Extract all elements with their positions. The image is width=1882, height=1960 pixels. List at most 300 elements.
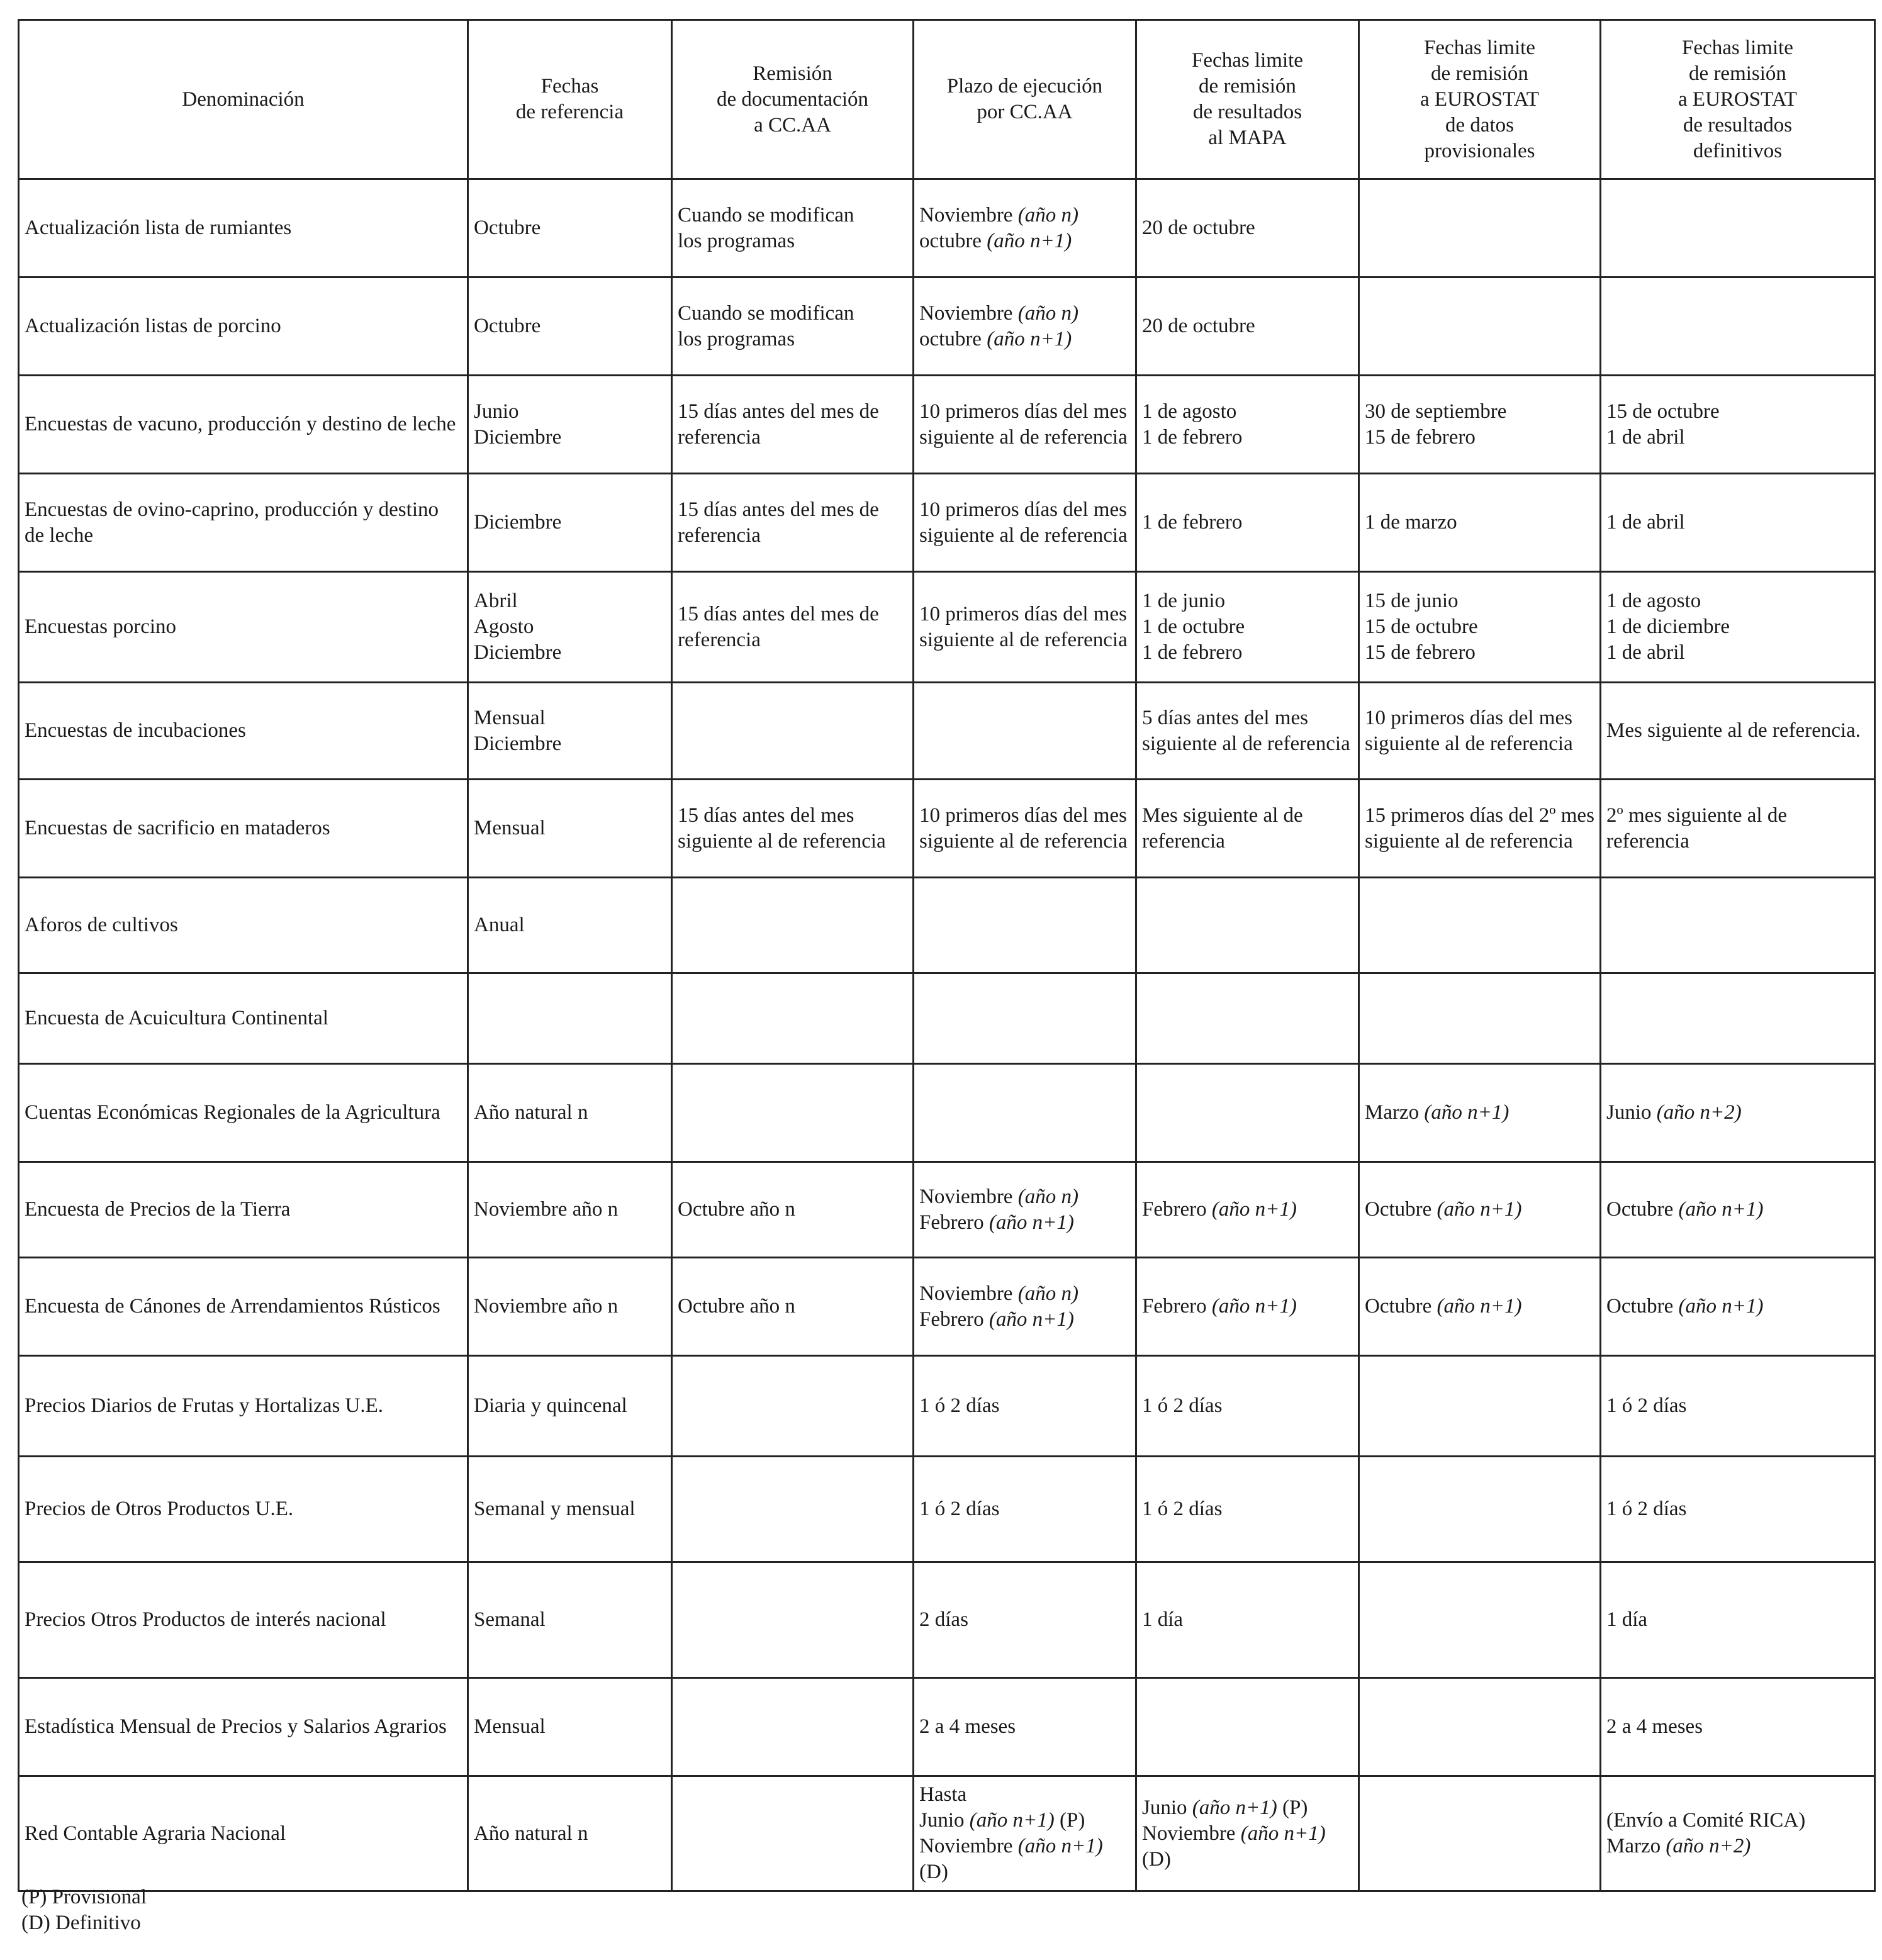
- table-cell: [468, 973, 672, 1064]
- table-cell: [1359, 1162, 1601, 1258]
- cell-italic-text: (año n+1): [987, 229, 1072, 252]
- table-cell: [1359, 1258, 1601, 1356]
- table-cell: [914, 376, 1136, 474]
- cell-text: 1 de agosto: [1606, 590, 1701, 612]
- cell-line: [919, 602, 1130, 653]
- cell-line: [1142, 425, 1353, 451]
- cell-line: [678, 1294, 907, 1319]
- cell-line: [678, 228, 907, 254]
- table-cell: [914, 1162, 1136, 1258]
- cell-line: [25, 1197, 462, 1223]
- cell-text: (D): [1142, 1847, 1171, 1871]
- cell-line: [1142, 614, 1353, 640]
- table-cell: [672, 1162, 914, 1258]
- cell-line: [919, 301, 1130, 327]
- cell-text: Encuesta de Cánones de Arrendamientos Rústicos: [25, 1295, 440, 1318]
- cell-line: [1606, 1496, 1869, 1522]
- table-cell: [914, 572, 1136, 683]
- table-cell: [19, 376, 468, 474]
- table-cell: [1136, 973, 1359, 1064]
- cell-line: [919, 1834, 1130, 1859]
- cell-text: 15 de febrero: [1365, 425, 1476, 449]
- table-cell: [1136, 376, 1359, 474]
- table-cell: [914, 277, 1136, 376]
- cell-text: Encuestas de ovino-caprino, producción y destino de leche: [25, 498, 439, 547]
- table-cell: [1359, 474, 1601, 572]
- cell-text: Abril: [474, 590, 518, 612]
- table-cell: [672, 780, 914, 878]
- cell-text: Noviembre: [1142, 1822, 1241, 1845]
- cell-text: octubre: [919, 327, 987, 350]
- table-cell: [1136, 1258, 1359, 1356]
- table-cell: [1359, 878, 1601, 973]
- cell-italic-text: (año n): [1017, 1282, 1078, 1305]
- cell-line: [1606, 588, 1869, 614]
- cell-text: 30 de septiembre: [1365, 400, 1507, 423]
- cell-line: [474, 313, 666, 339]
- cell-line: [1142, 1197, 1353, 1223]
- table-cell: [1601, 572, 1875, 683]
- cell-line: [919, 1496, 1130, 1522]
- table-cell: [1136, 572, 1359, 683]
- table-cell: [672, 1678, 914, 1776]
- table-cell: [468, 376, 672, 474]
- table-cell: [1601, 973, 1875, 1064]
- table-cell: [468, 1356, 672, 1457]
- cell-italic-text: (año n+1): [1678, 1295, 1764, 1318]
- cell-text: 15 de junio: [1365, 590, 1459, 612]
- cell-line: [1142, 1294, 1353, 1319]
- table-cell: [1601, 1258, 1875, 1356]
- table-cell: [1359, 1064, 1601, 1162]
- table-row: [19, 973, 1875, 1064]
- table-cell: [914, 780, 1136, 878]
- cell-line: [25, 1393, 462, 1419]
- cell-text: 1 de diciembre: [1606, 615, 1730, 638]
- cell-text: 15 de octubre: [1606, 400, 1720, 423]
- cell-line: [919, 399, 1130, 451]
- cell-text: Encuesta de Acuicultura Continental: [25, 1007, 328, 1029]
- cell-line: [1606, 1100, 1869, 1126]
- table-cell: [914, 878, 1136, 973]
- footnote: (P) Provisional: [21, 1886, 147, 1908]
- table-cell: [914, 1678, 1136, 1776]
- cell-line: [1365, 614, 1594, 640]
- cell-line: [474, 1496, 666, 1522]
- table-cell: [1601, 1457, 1875, 1562]
- header-cell: Fechas limite de remisión a EUROSTAT de resultados definitivos: [1601, 20, 1875, 179]
- table-cell: [1136, 780, 1359, 878]
- cell-line: [919, 1184, 1130, 1210]
- table-cell: [1601, 1162, 1875, 1258]
- cell-text: Octubre año n: [678, 1198, 795, 1221]
- table-cell: [468, 179, 672, 277]
- cell-text: Diaria y quincenal: [474, 1394, 627, 1417]
- table-cell: [1359, 1678, 1601, 1776]
- cell-text: Cuentas Económicas Regionales de la Agricultura: [25, 1101, 440, 1124]
- cell-text: Noviembre: [919, 1835, 1018, 1857]
- cell-line: [919, 1714, 1130, 1740]
- cell-text: 15 días antes del mes de referencia: [678, 602, 879, 651]
- cell-text: los programas: [678, 229, 795, 252]
- cell-line: [1606, 1393, 1869, 1419]
- table-cell: [1136, 474, 1359, 572]
- table-cell: [1136, 1562, 1359, 1678]
- cell-text: 15 de octubre: [1365, 615, 1478, 638]
- cell-line: [1365, 425, 1594, 451]
- table-cell: [672, 179, 914, 277]
- table-row: [19, 780, 1875, 878]
- cell-line: [1142, 510, 1353, 535]
- cell-text: Diciembre: [474, 425, 562, 449]
- table-cell: [468, 1678, 672, 1776]
- cell-line: [1606, 614, 1869, 640]
- table-cell: [914, 1356, 1136, 1457]
- table-cell: [672, 1457, 914, 1562]
- cell-text: Febrero: [1142, 1295, 1212, 1318]
- table-cell: [1359, 1776, 1601, 1891]
- cell-text: 1 de abril: [1606, 511, 1685, 534]
- table-cell: [1359, 683, 1601, 780]
- table-row: [19, 179, 1875, 277]
- table-cell: [1136, 1162, 1359, 1258]
- cell-line: [25, 912, 462, 938]
- cell-text: 1 de junio: [1142, 590, 1225, 612]
- cell-text: Mes siguiente al de referencia.: [1606, 719, 1861, 742]
- cell-text: 2 a 4 meses: [1606, 1715, 1703, 1738]
- table-row: [19, 474, 1875, 572]
- table-cell: [672, 1562, 914, 1678]
- cell-italic-text: (año n+1): [1424, 1101, 1510, 1124]
- table-row: [19, 683, 1875, 780]
- cell-text: Octubre: [1606, 1295, 1679, 1318]
- table-cell: [1601, 1776, 1875, 1891]
- table-cell: [468, 878, 672, 973]
- cell-line: [1365, 588, 1594, 614]
- cell-text: 1 de octubre: [1142, 615, 1245, 638]
- cell-italic-text: (año n+1): [1240, 1822, 1326, 1845]
- cell-line: [1142, 588, 1353, 614]
- cell-text: 1 ó 2 días: [1142, 1498, 1223, 1520]
- cell-line: [1606, 1714, 1869, 1740]
- cell-text: 2º mes siguiente al de referencia: [1606, 804, 1787, 853]
- table-cell: [1601, 376, 1875, 474]
- cell-text: 10 primeros días del mes siguiente al de referencia: [1365, 706, 1573, 755]
- cell-line: [25, 1100, 462, 1126]
- table-cell: [914, 179, 1136, 277]
- cell-text: Febrero: [919, 1308, 989, 1331]
- cell-text: Cuando se modifican: [678, 203, 854, 227]
- table-cell: [1136, 1356, 1359, 1457]
- cell-line: [1606, 718, 1869, 744]
- cell-italic-text: (año n+1): [989, 1308, 1074, 1331]
- cell-text: 1 día: [1142, 1608, 1184, 1631]
- cell-line: [25, 1005, 462, 1031]
- cell-text: 15 días antes del mes de referencia: [678, 498, 879, 547]
- table-cell: [1136, 878, 1359, 973]
- cell-italic-text: (año n): [1017, 1185, 1078, 1208]
- cell-line: [1606, 510, 1869, 535]
- cell-line: [1142, 1496, 1353, 1522]
- table-cell: [672, 376, 914, 474]
- table-cell: [1601, 179, 1875, 277]
- table-row: [19, 1776, 1875, 1891]
- cell-text: (P): [1054, 1809, 1085, 1832]
- table-cell: [672, 1064, 914, 1162]
- cell-text: 20 de octubre: [1142, 216, 1255, 239]
- cell-text: Semanal y mensual: [474, 1498, 636, 1520]
- cell-text: Encuestas de sacrificio en mataderos: [25, 817, 330, 839]
- cell-text: Precios Otros Productos de interés nacional: [25, 1608, 386, 1631]
- cell-text: Noviembre año n: [474, 1198, 619, 1221]
- header-cell: Fechas limite de remisión a EUROSTAT de datos provisionales: [1359, 20, 1601, 179]
- table-cell: [914, 1258, 1136, 1356]
- cell-line: [678, 803, 907, 854]
- cell-line: [678, 301, 907, 327]
- cell-line: [919, 1307, 1130, 1333]
- table-cell: [1136, 683, 1359, 780]
- table-cell: [19, 1258, 468, 1356]
- cell-text: Anual: [474, 914, 525, 936]
- table-cell: [1601, 1678, 1875, 1776]
- cell-text: 10 primeros días del mes siguiente al de referencia: [919, 400, 1128, 449]
- cell-text: Febrero: [1142, 1198, 1212, 1221]
- cell-line: [474, 425, 666, 451]
- cell-line: [474, 1821, 666, 1847]
- cell-text: Noviembre: [919, 301, 1018, 325]
- cell-text: Junio: [474, 400, 519, 423]
- cell-line: [919, 1782, 1130, 1808]
- cell-text: los programas: [678, 327, 795, 350]
- table-row: [19, 1258, 1875, 1356]
- table-row: [19, 878, 1875, 973]
- table-cell: [19, 1457, 468, 1562]
- cell-italic-text: (año n+1): [1437, 1295, 1522, 1318]
- table-row: [19, 376, 1875, 474]
- cell-line: [474, 1197, 666, 1223]
- cell-text: Noviembre: [919, 1185, 1018, 1208]
- cell-line: [25, 497, 462, 549]
- cell-text: Mensual: [474, 817, 546, 839]
- cell-text: Diciembre: [474, 511, 562, 534]
- cell-line: [919, 228, 1130, 254]
- cell-text: Noviembre: [919, 203, 1018, 227]
- table-cell: [468, 474, 672, 572]
- table-cell: [1601, 1064, 1875, 1162]
- table-body: [19, 179, 1875, 1891]
- cell-text: Estadística Mensual de Precios y Salarios Agrarios: [25, 1715, 447, 1738]
- cell-line: [919, 327, 1130, 352]
- header-cell: Denominación: [19, 20, 468, 179]
- cell-line: [1142, 215, 1353, 241]
- cell-text: 10 primeros días del mes siguiente al de referencia: [919, 804, 1128, 853]
- cell-line: [1142, 803, 1353, 854]
- cell-text: Aforos de cultivos: [25, 914, 178, 936]
- table-cell: [468, 1258, 672, 1356]
- table-cell: [19, 1356, 468, 1457]
- cell-text: 15 de febrero: [1365, 641, 1476, 664]
- cell-line: [919, 1808, 1130, 1834]
- cell-text: 1 ó 2 días: [919, 1498, 1000, 1520]
- cell-line: [474, 215, 666, 241]
- cell-text: Encuesta de Precios de la Tierra: [25, 1198, 291, 1221]
- table-cell: [672, 878, 914, 973]
- table-cell: [1359, 1562, 1601, 1678]
- cell-italic-text: (año n+1): [1678, 1198, 1764, 1221]
- cell-text: Octubre: [1365, 1295, 1437, 1318]
- table-cell: [19, 1776, 468, 1891]
- cell-line: [1606, 640, 1869, 666]
- cell-line: [474, 640, 666, 666]
- table-cell: [468, 683, 672, 780]
- cell-text: Cuando se modifican: [678, 301, 854, 325]
- cell-line: [25, 1607, 462, 1633]
- table-row: [19, 1457, 1875, 1562]
- cell-line: [919, 1607, 1130, 1633]
- cell-italic-text: (año n+1): [1017, 1835, 1103, 1857]
- cell-line: [474, 815, 666, 841]
- cell-line: [25, 1714, 462, 1740]
- cell-text: Encuestas de incubaciones: [25, 719, 246, 742]
- cell-line: [1365, 1100, 1594, 1126]
- table-cell: [914, 1457, 1136, 1562]
- table-cell: [1359, 376, 1601, 474]
- cell-line: [25, 1294, 462, 1319]
- table-row: [19, 277, 1875, 376]
- table-cell: [672, 1356, 914, 1457]
- table-cell: [672, 474, 914, 572]
- table-cell: [914, 1562, 1136, 1678]
- cell-line: [919, 497, 1130, 549]
- cell-text: octubre: [919, 229, 987, 252]
- cell-text: (D): [919, 1861, 948, 1883]
- cell-line: [474, 1294, 666, 1319]
- cell-line: [474, 1607, 666, 1633]
- header-cell: Plazo de ejecución por CC.AA: [914, 20, 1136, 179]
- cell-line: [1142, 399, 1353, 425]
- cell-line: [678, 602, 907, 653]
- table-row: [19, 1356, 1875, 1457]
- cell-text: Encuestas de vacuno, producción y destino de leche: [25, 413, 456, 435]
- cell-text: Octubre: [474, 315, 541, 337]
- cell-text: Octubre: [1365, 1198, 1437, 1221]
- cell-text: Red Contable Agraria Nacional: [25, 1822, 286, 1845]
- table-cell: [19, 1678, 468, 1776]
- cell-line: [474, 731, 666, 757]
- cell-line: [1142, 1393, 1353, 1419]
- cell-line: [1606, 1808, 1869, 1834]
- cell-line: [25, 1821, 462, 1847]
- header-cell: Remisión de documentación a CC.AA: [672, 20, 914, 179]
- cell-italic-text: (año n+1): [1192, 1796, 1277, 1819]
- cell-text: Precios de Otros Productos U.E.: [25, 1498, 294, 1520]
- table-row: [19, 1064, 1875, 1162]
- cell-line: [919, 1393, 1130, 1419]
- cell-line: [25, 412, 462, 437]
- cell-line: [1142, 640, 1353, 666]
- cell-line: [1606, 399, 1869, 425]
- cell-line: [1365, 510, 1594, 535]
- table-cell: [468, 780, 672, 878]
- table-cell: [1601, 474, 1875, 572]
- cell-text: 1 ó 2 días: [1142, 1394, 1223, 1417]
- cell-text: 1 ó 2 días: [1606, 1498, 1687, 1520]
- footnote: (D) Definitivo: [21, 1912, 141, 1934]
- cell-text: Junio: [919, 1809, 970, 1832]
- table-cell: [19, 878, 468, 973]
- cell-line: [919, 1859, 1130, 1885]
- cell-text: 1 de marzo: [1365, 511, 1457, 534]
- cell-line: [25, 718, 462, 744]
- table-cell: [1136, 179, 1359, 277]
- table-cell: [914, 683, 1136, 780]
- cell-line: [678, 203, 907, 228]
- cell-line: [25, 215, 462, 241]
- cell-text: Octubre: [474, 216, 541, 239]
- cell-line: [474, 399, 666, 425]
- header-cell: Fechas de referencia: [468, 20, 672, 179]
- table-cell: [1359, 780, 1601, 878]
- cell-text: (P): [1277, 1796, 1308, 1819]
- table-cell: [1136, 1457, 1359, 1562]
- table-row: [19, 1678, 1875, 1776]
- table-cell: [468, 1064, 672, 1162]
- cell-text: 5 días antes del mes siguiente al de referencia: [1142, 706, 1350, 755]
- table-cell: [1359, 1457, 1601, 1562]
- cell-text: 15 primeros días del 2º mes siguiente al de referencia: [1365, 804, 1594, 853]
- cell-line: [474, 705, 666, 731]
- cell-line: [1606, 1294, 1869, 1319]
- cell-italic-text: (año n): [1017, 301, 1078, 325]
- cell-line: [1365, 1294, 1594, 1319]
- cell-line: [25, 1496, 462, 1522]
- cell-line: [474, 912, 666, 938]
- cell-text: Noviembre: [919, 1282, 1018, 1305]
- table-cell: [19, 474, 468, 572]
- cell-italic-text: (año n): [1017, 203, 1078, 227]
- cell-italic-text: (año n+1): [989, 1211, 1074, 1234]
- cell-italic-text: (año n+1): [987, 327, 1072, 350]
- cell-line: [1606, 803, 1869, 854]
- cell-line: [678, 497, 907, 549]
- table-cell: [468, 277, 672, 376]
- cell-text: Octubre año n: [678, 1295, 795, 1318]
- cell-text: Agosto: [474, 615, 534, 638]
- table-cell: [1359, 973, 1601, 1064]
- table-cell: [19, 780, 468, 878]
- cell-text: Noviembre año n: [474, 1295, 619, 1318]
- table-cell: [672, 277, 914, 376]
- table-row: [19, 1562, 1875, 1678]
- cell-text: 1 de agosto: [1142, 400, 1237, 423]
- table-cell: [1359, 572, 1601, 683]
- cell-text: Marzo: [1365, 1101, 1425, 1124]
- cell-text: Actualización lista de rumiantes: [25, 216, 292, 239]
- cell-line: [919, 1210, 1130, 1236]
- cell-text: Actualización listas de porcino: [25, 315, 281, 337]
- cell-italic-text: (año n+2): [1656, 1101, 1742, 1124]
- cell-line: [474, 614, 666, 640]
- table-cell: [19, 572, 468, 683]
- cell-line: [1365, 705, 1594, 757]
- cell-italic-text: (año n+2): [1666, 1835, 1751, 1857]
- cell-text: 20 de octubre: [1142, 315, 1255, 337]
- table-cell: [672, 1776, 914, 1891]
- cell-text: Febrero: [919, 1211, 989, 1234]
- table-cell: [468, 1162, 672, 1258]
- cell-text: Precios Diarios de Frutas y Hortalizas U.E.: [25, 1394, 384, 1417]
- table-cell: [468, 1776, 672, 1891]
